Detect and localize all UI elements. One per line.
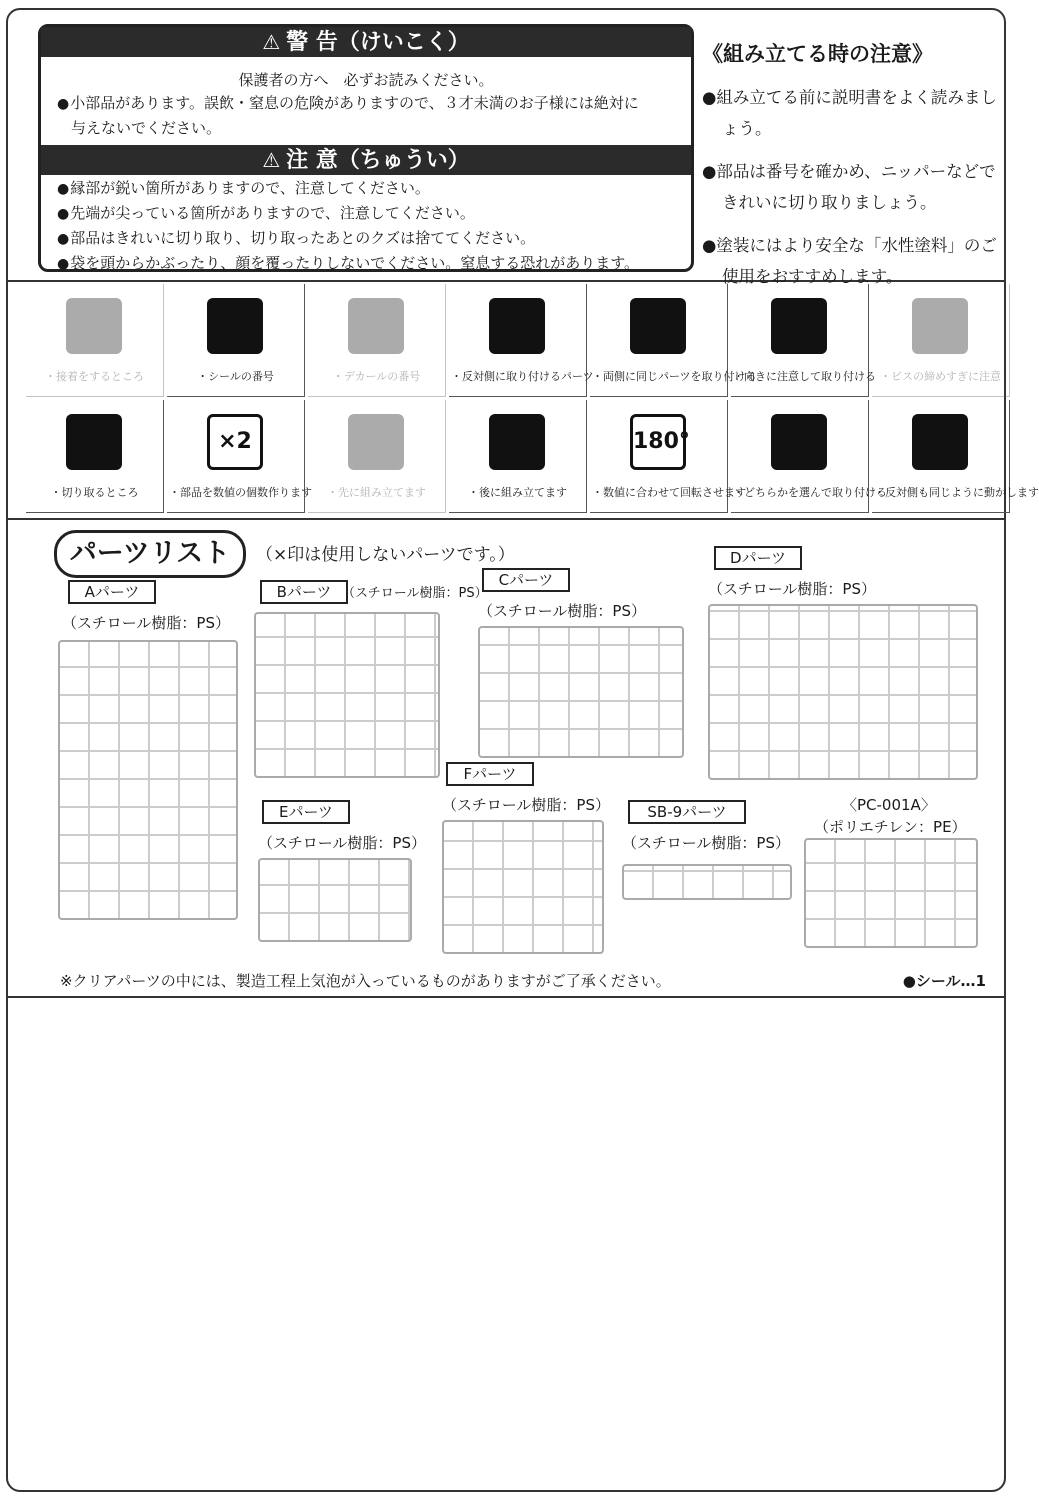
legend-cell	[449, 284, 594, 397]
caution-triangle-icon: ⚠	[262, 148, 281, 172]
legend-label: ・切り取るところ	[50, 486, 139, 499]
runner-f	[442, 820, 604, 954]
sticker-number-icon	[207, 298, 263, 354]
legend-cell	[872, 284, 1010, 397]
material-f: （スチロール樹脂：PS）	[442, 796, 610, 814]
caution-line: ●部品はきれいに切り取り、切り取ったあとのクズは捨ててください。	[57, 229, 536, 247]
parts-label-d: Dパーツ	[714, 546, 802, 570]
caution-line: ●先端が尖っている箇所がありますので、注意してください。	[57, 204, 475, 222]
warning-box	[38, 24, 694, 272]
top-section	[8, 10, 1004, 286]
parts-list	[8, 522, 1004, 998]
legend-label: ・後に組み立てます	[468, 486, 567, 499]
parts-label-f: Fパーツ	[446, 762, 534, 786]
caution-header	[41, 145, 691, 175]
times-two-icon: ×2	[207, 414, 263, 470]
assembly-item: ●塗装にはより安全な「水性塗料」のご使用をおすすめします。	[702, 236, 997, 286]
runner-c	[478, 626, 684, 758]
clear-parts-note: ※クリアパーツの中には、製造工程上気泡が入っているものがありますがご了承ください。	[60, 972, 671, 990]
legend-cell	[872, 400, 1039, 513]
opposite-side-icon	[489, 298, 545, 354]
material-d: （スチロール樹脂：PS）	[708, 580, 876, 598]
material-pc001a: （ポリエチレン：PE）	[814, 818, 967, 836]
legend-label: ・デカールの番号	[332, 370, 421, 383]
parts-label-c: Cパーツ	[482, 568, 570, 592]
legend-cell	[26, 400, 164, 513]
legend-label: ・どちらかを選んで取り付ける	[733, 486, 887, 499]
decal-number-icon	[348, 298, 404, 354]
warning-title: 警 告（けいこく）	[286, 30, 470, 55]
assembly-item: ●組み立てる前に説明書をよく読みましょう。	[702, 88, 997, 138]
legend-cell	[731, 400, 887, 513]
seal-count: ●シール…1	[902, 972, 986, 990]
legend-label: ・反対側に取り付けるパーツ	[451, 370, 594, 383]
caution-line: ●袋を頭からかぶったり、顔を覆ったりしないでください。窒息する恐れがあります。	[57, 254, 640, 272]
material-c: （スチロール樹脂：PS）	[478, 602, 646, 620]
assembly-title: 《組み立てる時の注意》	[702, 42, 933, 66]
legend-label: ・部品を数値の個数作ります	[169, 486, 312, 499]
legend-label: ・向きに注意して取り付ける	[733, 370, 876, 383]
exclamation-icon	[771, 298, 827, 354]
legend-label: ・反対側も同じように動かします	[874, 486, 1039, 499]
legend-cell	[308, 284, 446, 397]
assembly-notes	[702, 38, 1002, 304]
parts-list-title: パーツリスト	[54, 530, 246, 578]
legend-cell	[590, 400, 746, 513]
material-e: （スチロール樹脂：PS）	[258, 834, 426, 852]
choose-one-icon	[771, 414, 827, 470]
warning-header	[41, 27, 691, 57]
warning-line: ●小部品があります。誤飲・窒息の危険がありますので、３才未満のお子様には絶対に	[57, 94, 639, 112]
warning-line: 与えないでください。	[71, 119, 222, 137]
assemble-later-icon	[489, 414, 545, 470]
warning-triangle-icon: ⚠	[262, 30, 281, 54]
legend-label: ・数値に合わせて回転させます	[592, 486, 746, 499]
legend-cell	[731, 284, 876, 397]
parts-list-note: （×印は使用しないパーツです。）	[256, 545, 515, 565]
assemble-first-icon	[348, 414, 404, 470]
runner-a	[58, 640, 238, 920]
glue-brush-icon	[66, 298, 122, 354]
legend-cell	[590, 284, 757, 397]
warning-subtitle: 保護者の方へ 必ずお読みください。	[238, 71, 494, 89]
caution-line: ●縁部が鋭い箇所がありますので、注意してください。	[57, 179, 430, 197]
caution-title: 注 意（ちゅうい）	[286, 148, 470, 173]
legend-cell	[167, 284, 305, 397]
legend-cell	[449, 400, 587, 513]
runner-e	[258, 858, 412, 942]
runner-sb9	[622, 864, 792, 900]
symbol-legend	[8, 278, 1039, 520]
legend-cell	[308, 400, 446, 513]
both-sides-icon	[630, 298, 686, 354]
material-a: （スチロール樹脂：PS）	[62, 614, 230, 632]
legend-label: ・両側に同じパーツを取り付ける	[592, 370, 757, 383]
legend-label: ・接着をするところ	[45, 370, 144, 383]
parts-label-sb9: SB-9パーツ	[628, 800, 746, 824]
legend-cell	[167, 400, 312, 513]
runner-b	[254, 612, 440, 778]
parts-label-b: Bパーツ	[260, 580, 348, 604]
legend-label: ・ビスの締めすぎに注意	[880, 370, 1001, 383]
rotate-180-icon: 180°	[630, 414, 686, 470]
assembly-item: ●部品は番号を確かめ、ニッパーなどできれいに切り取りましょう。	[702, 162, 996, 212]
legend-label: ・シールの番号	[197, 370, 274, 383]
move-both-icon	[912, 414, 968, 470]
nipper-icon	[66, 414, 122, 470]
runner-pc001a	[804, 838, 978, 948]
parts-label-e: Eパーツ	[262, 800, 350, 824]
parts-label-pc001a: 〈PC-001A〉	[842, 796, 936, 814]
legend-label: ・先に組み立てます	[327, 486, 426, 499]
runner-d	[708, 604, 978, 780]
screw-icon	[912, 298, 968, 354]
legend-cell	[26, 284, 164, 397]
parts-label-a: Aパーツ	[68, 580, 156, 604]
material-b: （スチロール樹脂：PS）	[342, 586, 488, 601]
instruction-page	[6, 8, 1039, 1492]
material-sb9: （スチロール樹脂：PS）	[622, 834, 790, 852]
